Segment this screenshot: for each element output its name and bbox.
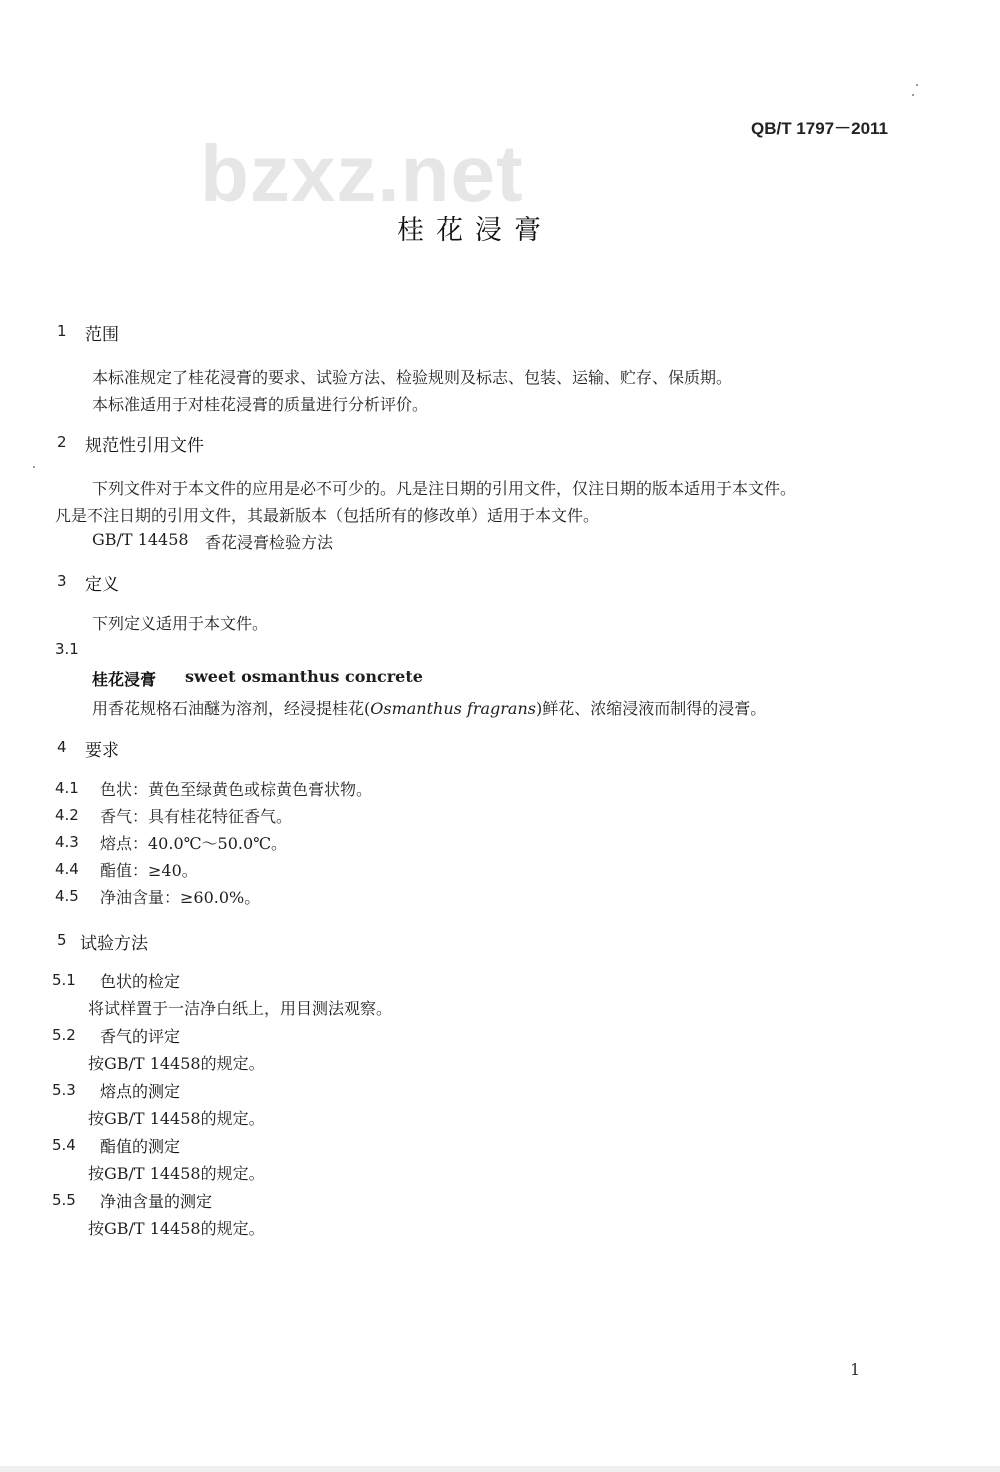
section-5-number: 5 xyxy=(57,931,67,949)
section-1-paragraph-1: 本标准规定了桂花浸膏的要求、试验方法、检验规则及标志、包装、运输、贮存、保质期。 xyxy=(92,368,733,387)
section-1-number: 1 xyxy=(57,322,67,340)
subsection-3-1-number: 3.1 xyxy=(55,640,79,658)
section-2-paragraph-2: 凡是不注日期的引用文件，其最新版本（包括所有的修改单）适用于本文件。 xyxy=(55,506,600,525)
scan-speck xyxy=(33,466,35,468)
req-item-text: 酯值：≥40。 xyxy=(100,861,198,880)
method-number: 5.4 xyxy=(52,1136,76,1154)
method-body: 将试样置于一洁净白纸上，用目测法观察。 xyxy=(88,999,393,1018)
term-chinese: 桂花浸膏 xyxy=(92,670,157,689)
section-2-heading: 规范性引用文件 xyxy=(85,436,204,456)
reference-title: 香花浸膏检验方法 xyxy=(205,533,334,552)
method-title: 熔点的测定 xyxy=(100,1082,181,1101)
term-english: sweet osmanthus concrete xyxy=(185,667,423,686)
method-title: 净油含量的测定 xyxy=(100,1192,213,1211)
method-title: 酯值的测定 xyxy=(100,1137,181,1156)
reference-code: GB/T 14458 xyxy=(92,530,189,549)
req-item-number: 4.5 xyxy=(55,887,79,905)
section-2-paragraph-1: 下列文件对于本文件的应用是必不可少的。凡是注日期的引用文件，仅注日期的版本适用于本文件。 xyxy=(92,479,797,498)
section-3-paragraph: 下列定义适用于本文件。 xyxy=(92,614,269,633)
document-title: 桂花浸膏 xyxy=(397,215,553,246)
method-body: 按GB/T 14458的规定。 xyxy=(88,1164,265,1183)
req-item-text: 香气：具有桂花特征香气。 xyxy=(100,807,293,826)
scan-edge xyxy=(0,1466,1000,1472)
req-item-number: 4.3 xyxy=(55,833,79,851)
watermark: bzxz.net xyxy=(200,129,524,218)
req-item-text: 熔点：40.0℃～50.0℃。 xyxy=(100,834,288,853)
req-item-number: 4.2 xyxy=(55,806,79,824)
req-item-number: 4.4 xyxy=(55,860,79,878)
section-1-heading: 范围 xyxy=(85,325,119,345)
scan-speck xyxy=(912,94,914,96)
method-number: 5.5 xyxy=(52,1191,76,1209)
section-1-paragraph-2: 本标准适用于对桂花浸膏的质量进行分析评价。 xyxy=(92,395,429,414)
method-title: 香气的评定 xyxy=(100,1027,181,1046)
method-number: 5.1 xyxy=(52,971,76,989)
req-item-text: 色状：黄色至绿黄色或棕黄色膏状物。 xyxy=(100,780,373,799)
method-number: 5.3 xyxy=(52,1081,76,1099)
standard-number: QB/T 1797－2011 xyxy=(750,119,888,138)
section-3-heading: 定义 xyxy=(85,575,119,595)
section-4-heading: 要求 xyxy=(85,741,119,761)
section-5-heading: 试验方法 xyxy=(80,934,148,954)
section-4-number: 4 xyxy=(57,738,67,756)
term-definition: 用香花规格石油醚为溶剂，经浸提桂花(Osmanthus fragrans)鲜花、浓缩浸液而制得的浸膏。 xyxy=(92,699,767,718)
method-body: 按GB/T 14458的规定。 xyxy=(88,1109,265,1128)
scan-speck xyxy=(916,84,918,86)
method-body: 按GB/T 14458的规定。 xyxy=(88,1219,265,1238)
req-item-text: 净油含量：≥60.0%。 xyxy=(100,888,261,907)
section-3-number: 3 xyxy=(57,572,67,590)
method-title: 色状的检定 xyxy=(100,972,181,991)
section-2-number: 2 xyxy=(57,433,67,451)
method-body: 按GB/T 14458的规定。 xyxy=(88,1054,265,1073)
method-number: 5.2 xyxy=(52,1026,76,1044)
req-item-number: 4.1 xyxy=(55,779,79,797)
page-number: 1 xyxy=(850,1360,861,1379)
latin-name: Osmanthus fragrans xyxy=(370,699,536,718)
